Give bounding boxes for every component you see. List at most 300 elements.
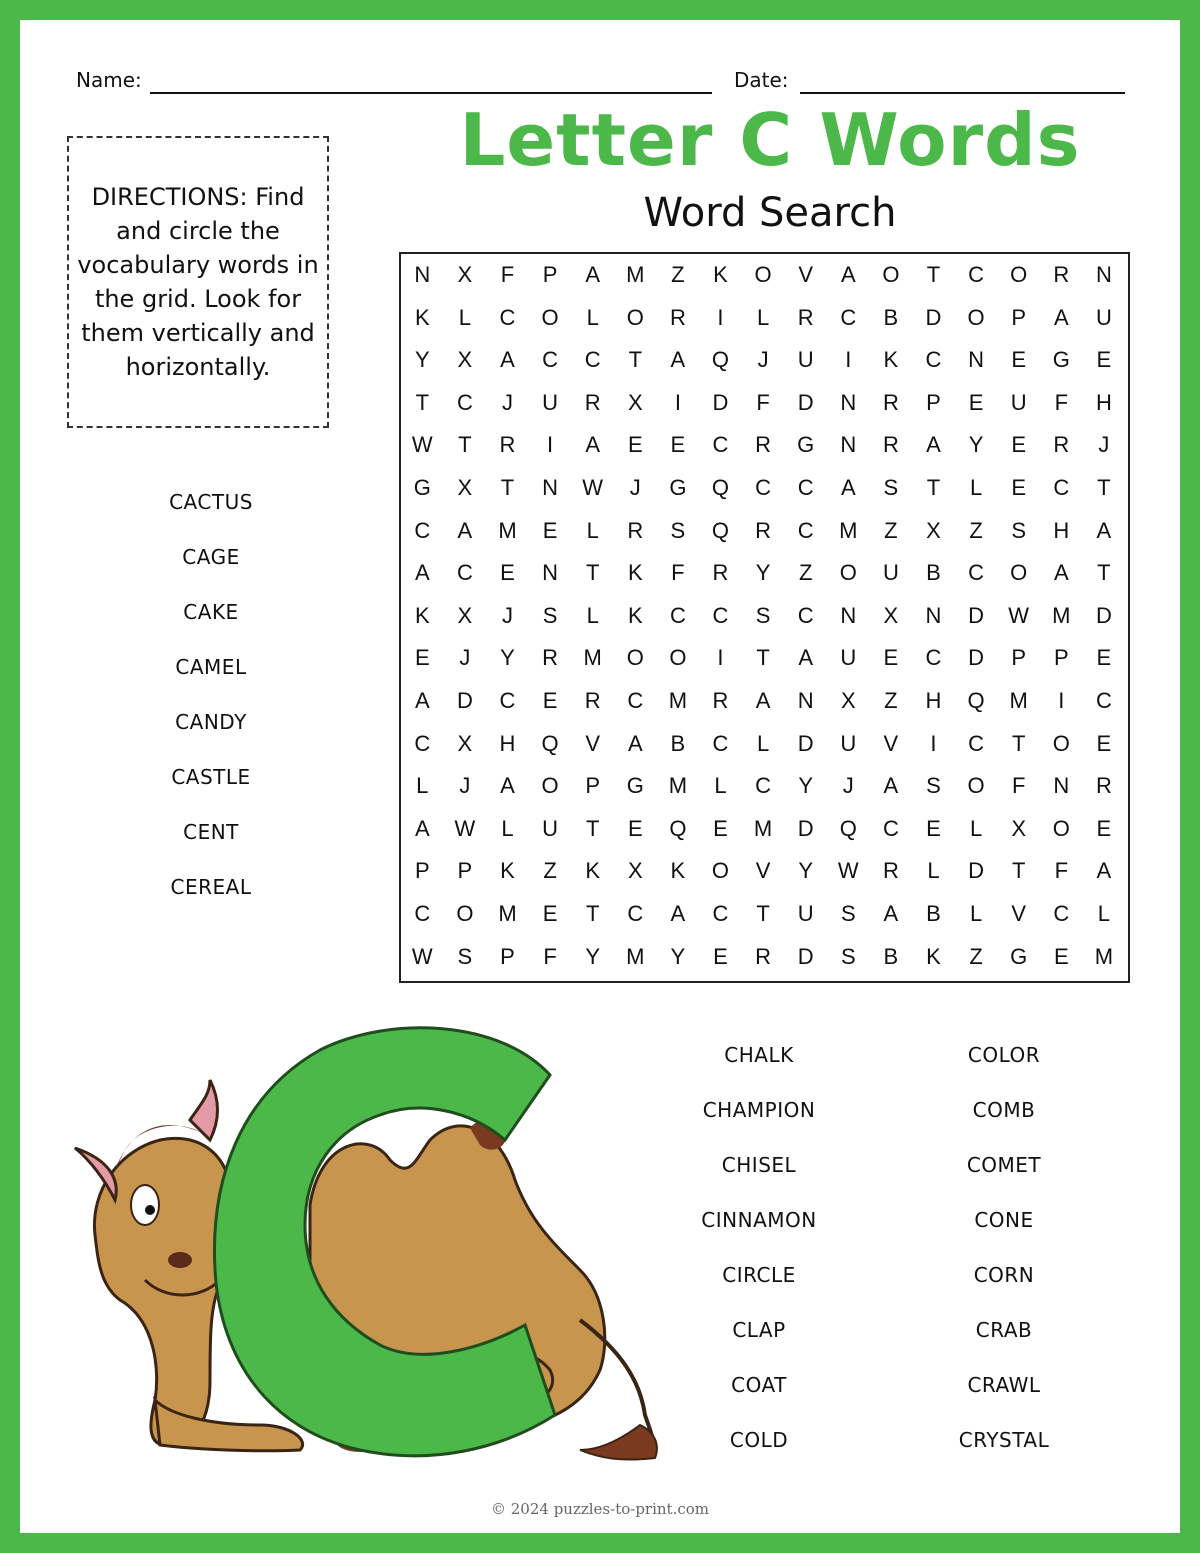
grid-letter[interactable]: I	[674, 389, 681, 415]
grid-letter[interactable]: S	[926, 773, 941, 799]
grid-letter[interactable]: U	[840, 645, 857, 671]
grid-letter[interactable]: Z	[884, 688, 898, 713]
grid-letter[interactable]: P	[500, 943, 515, 969]
grid-letter[interactable]: S	[755, 602, 771, 628]
grid-letter[interactable]: S	[883, 475, 899, 500]
grid-letter[interactable]: R	[712, 560, 729, 586]
grid-letter[interactable]: R	[1053, 432, 1070, 458]
grid-letter[interactable]: M	[1094, 943, 1114, 969]
grid-letter[interactable]: A	[627, 730, 643, 756]
grid-letter[interactable]: Z	[969, 517, 983, 543]
grid-letter[interactable]: E	[1053, 943, 1069, 969]
grid-letter[interactable]: A	[500, 773, 515, 799]
grid-letter[interactable]: O	[669, 645, 687, 671]
grid-letter[interactable]: O	[1010, 560, 1028, 586]
grid-letter[interactable]: K	[500, 858, 515, 884]
grid-letter[interactable]: Z	[969, 943, 983, 969]
grid-letter[interactable]: P	[1011, 645, 1027, 671]
grid-letter[interactable]: L	[501, 815, 514, 841]
grid-letter[interactable]: X	[883, 602, 899, 628]
grid-letter[interactable]: R	[797, 304, 814, 330]
grid-letter[interactable]: S	[542, 602, 558, 628]
grid-letter[interactable]: C	[797, 602, 814, 628]
grid-letter[interactable]: K	[627, 602, 643, 628]
grid-letter[interactable]: X	[926, 517, 941, 543]
grid-letter[interactable]: E	[627, 432, 643, 458]
grid-letter[interactable]: V	[755, 858, 771, 884]
grid-letter[interactable]: P	[926, 389, 941, 415]
grid-letter[interactable]: C	[712, 901, 729, 926]
grid-letter[interactable]: Q	[839, 815, 857, 841]
grid-letter[interactable]: W	[411, 943, 433, 969]
grid-letter[interactable]: D	[797, 730, 814, 756]
grid-letter[interactable]: T	[585, 815, 600, 841]
grid-letter[interactable]: E	[883, 645, 899, 671]
grid-letter[interactable]: D	[968, 645, 985, 671]
grid-letter[interactable]: U	[1095, 304, 1112, 330]
grid-letter[interactable]: R	[669, 304, 686, 330]
grid-letter[interactable]: S	[457, 943, 473, 969]
grid-letter[interactable]: T	[500, 475, 515, 500]
grid-letter[interactable]: C	[712, 602, 729, 628]
grid-letter[interactable]: M	[626, 262, 645, 287]
grid-letter[interactable]: W	[582, 475, 604, 500]
grid-letter[interactable]: J	[757, 347, 769, 373]
grid-letter[interactable]: W	[454, 815, 476, 841]
grid-letter[interactable]: C	[712, 730, 729, 756]
grid-letter[interactable]: O	[711, 858, 730, 884]
grid-letter[interactable]: O	[754, 262, 772, 287]
grid-letter[interactable]: K	[585, 858, 601, 884]
grid-letter[interactable]: T	[585, 560, 600, 586]
grid-letter[interactable]: C	[712, 432, 729, 458]
grid-letter[interactable]: O	[1052, 730, 1070, 756]
grid-letter[interactable]: R	[627, 517, 644, 543]
grid-letter[interactable]: A	[457, 517, 473, 543]
grid-letter[interactable]: I	[930, 730, 937, 756]
grid-letter[interactable]: X	[457, 602, 473, 628]
grid-letter[interactable]: A	[1053, 304, 1069, 330]
grid-letter[interactable]: Z	[884, 517, 898, 543]
grid-letter[interactable]: K	[414, 304, 430, 330]
grid-letter[interactable]: T	[415, 389, 430, 415]
grid-letter[interactable]: M	[839, 517, 858, 543]
grid-letter[interactable]: L	[1097, 901, 1111, 926]
grid-letter[interactable]: P	[414, 858, 430, 884]
grid-letter[interactable]: C	[840, 304, 857, 330]
grid-letter[interactable]: F	[1011, 773, 1026, 799]
grid-letter[interactable]: Q	[541, 730, 559, 756]
grid-letter[interactable]: C	[925, 347, 942, 373]
grid-letter[interactable]: E	[542, 688, 558, 713]
grid-letter[interactable]: E	[500, 560, 515, 586]
grid-letter[interactable]: O	[882, 262, 900, 287]
grid-letter[interactable]: Y	[798, 858, 814, 884]
grid-letter[interactable]: L	[586, 517, 599, 543]
grid-letter[interactable]: C	[669, 602, 686, 628]
grid-letter[interactable]: V	[585, 730, 601, 756]
grid-letter[interactable]: D	[797, 389, 814, 415]
grid-letter[interactable]: C	[1053, 475, 1070, 500]
grid-letter[interactable]: F	[543, 943, 557, 969]
grid-letter[interactable]: T	[926, 262, 941, 287]
grid-letter[interactable]: L	[756, 730, 770, 756]
grid-letter[interactable]: T	[756, 901, 770, 926]
grid-letter[interactable]: E	[1096, 645, 1112, 671]
grid-letter[interactable]: E	[1096, 815, 1112, 841]
grid-letter[interactable]: P	[457, 858, 473, 884]
grid-letter[interactable]: J	[629, 475, 641, 500]
grid-letter[interactable]: G	[626, 773, 644, 799]
grid-letter[interactable]: T	[1097, 475, 1111, 500]
grid-letter[interactable]: W	[1008, 602, 1030, 628]
grid-letter[interactable]: Z	[543, 858, 557, 884]
grid-letter[interactable]: E	[713, 943, 728, 969]
grid-letter[interactable]: R	[584, 389, 601, 415]
grid-letter[interactable]: N	[1053, 773, 1070, 799]
grid-letter[interactable]: U	[797, 347, 814, 373]
grid-letter[interactable]: Q	[711, 475, 730, 500]
grid-letter[interactable]: C	[755, 773, 772, 799]
grid-letter[interactable]: E	[713, 815, 728, 841]
grid-letter[interactable]: B	[926, 901, 941, 926]
grid-letter[interactable]: C	[925, 645, 942, 671]
grid-letter[interactable]: X	[627, 858, 643, 884]
grid-letter[interactable]: Q	[967, 688, 985, 713]
grid-letter[interactable]: M	[498, 517, 517, 543]
grid-letter[interactable]: A	[883, 901, 899, 926]
grid-letter[interactable]: X	[840, 688, 856, 713]
grid-letter[interactable]: M	[583, 645, 602, 671]
grid-letter[interactable]: M	[626, 943, 645, 969]
grid-letter[interactable]: U	[882, 560, 899, 586]
grid-letter[interactable]: R	[755, 517, 772, 543]
grid-letter[interactable]: E	[1096, 347, 1112, 373]
grid-letter[interactable]: B	[883, 943, 899, 969]
grid-letter[interactable]: F	[756, 389, 770, 415]
grid-letter[interactable]: C	[414, 901, 431, 926]
grid-letter[interactable]: R	[499, 432, 516, 458]
grid-letter[interactable]: V	[798, 262, 814, 287]
grid-letter[interactable]: O	[541, 773, 559, 799]
grid-letter[interactable]: A	[1053, 560, 1069, 586]
grid-letter[interactable]: J	[501, 602, 513, 628]
grid-letter[interactable]: Y	[585, 943, 601, 969]
grid-letter[interactable]: Y	[798, 773, 814, 799]
grid-letter[interactable]: I	[717, 304, 724, 330]
name-label: Name:	[76, 68, 142, 92]
grid-letter[interactable]: I	[717, 645, 724, 671]
grid-letter[interactable]: C	[882, 815, 899, 841]
grid-letter[interactable]: V	[1011, 901, 1027, 926]
grid-letter[interactable]: G	[797, 432, 815, 458]
grid-letter[interactable]: R	[542, 645, 559, 671]
grid-letter[interactable]: F	[671, 560, 685, 586]
grid-letter[interactable]: Y	[968, 432, 984, 458]
grid-letter[interactable]: J	[459, 773, 471, 799]
grid-letter[interactable]: X	[1011, 815, 1027, 841]
grid-letter[interactable]: C	[499, 304, 516, 330]
grid-letter[interactable]: P	[1053, 645, 1069, 671]
grid-letter[interactable]: C	[627, 901, 644, 926]
grid-letter[interactable]: U	[840, 730, 857, 756]
grid-letter[interactable]: M	[668, 688, 688, 713]
grid-letter[interactable]: A	[585, 262, 601, 287]
grid-letter[interactable]: B	[670, 730, 686, 756]
grid-letter[interactable]: O	[626, 304, 644, 330]
grid-letter[interactable]: A	[414, 815, 430, 841]
grid-letter[interactable]: R	[712, 688, 729, 713]
grid-letter[interactable]: A	[500, 347, 515, 373]
grid-letter[interactable]: D	[968, 858, 985, 884]
grid-letter[interactable]: U	[542, 815, 559, 841]
grid-letter[interactable]: R	[882, 432, 899, 458]
grid-letter[interactable]: S	[840, 943, 856, 969]
word-search-grid[interactable]	[399, 252, 1130, 983]
word-list-item: COMET	[966, 1153, 1042, 1177]
grid-letter[interactable]: I	[1058, 688, 1065, 713]
grid-letter[interactable]: X	[457, 347, 473, 373]
grid-letter[interactable]: P	[1011, 304, 1027, 330]
grid-letter[interactable]: D	[797, 815, 814, 841]
grid-letter[interactable]: C	[968, 730, 985, 756]
grid-letter[interactable]: T	[458, 432, 472, 458]
grid-letter[interactable]: O	[967, 304, 985, 330]
grid-letter[interactable]: Q	[711, 517, 730, 543]
grid-letter[interactable]: T	[1011, 730, 1026, 756]
grid-letter[interactable]: C	[797, 475, 814, 500]
grid-letter[interactable]: K	[627, 560, 643, 586]
grid-letter[interactable]: H	[499, 730, 516, 756]
grid-letter[interactable]: A	[414, 560, 430, 586]
directions-text: DIRECTIONS: Find and circle the vocabulary words in the grid. Look for them vertically and horizontally.	[77, 183, 319, 381]
grid-letter[interactable]: N	[1095, 262, 1112, 287]
grid-letter[interactable]: N	[840, 602, 857, 628]
grid-letter[interactable]: N	[925, 602, 942, 628]
grid-letter[interactable]: A	[798, 645, 814, 671]
grid-letter[interactable]: J	[501, 389, 513, 415]
grid-letter[interactable]: H	[925, 688, 942, 713]
grid-letter[interactable]: D	[797, 943, 814, 969]
grid-letter[interactable]: A	[840, 262, 856, 287]
grid-letter[interactable]: O	[967, 773, 985, 799]
grid-letter[interactable]: R	[882, 389, 899, 415]
grid-letter[interactable]: R	[755, 432, 772, 458]
grid-letter[interactable]: C	[627, 688, 644, 713]
grid-letter[interactable]: O	[1052, 815, 1070, 841]
grid-letter[interactable]: A	[840, 475, 856, 500]
grid-letter[interactable]: N	[840, 432, 857, 458]
grid-letter[interactable]: L	[458, 304, 472, 330]
grid-letter[interactable]: J	[842, 773, 854, 799]
grid-letter[interactable]: S	[1011, 517, 1027, 543]
grid-letter[interactable]: L	[969, 901, 983, 926]
grid-letter[interactable]: G	[1052, 347, 1070, 373]
grid-letter[interactable]: D	[968, 602, 985, 628]
grid-letter[interactable]: E	[1011, 347, 1027, 373]
grid-letter[interactable]: N	[797, 688, 814, 713]
grid-letter[interactable]: C	[584, 347, 601, 373]
grid-letter[interactable]: N	[542, 475, 559, 500]
grid-letter[interactable]: Y	[500, 645, 515, 671]
grid-letter[interactable]: K	[670, 858, 686, 884]
grid-letter[interactable]: A	[755, 688, 771, 713]
grid-letter[interactable]: K	[713, 262, 728, 287]
grid-letter[interactable]: A	[670, 901, 686, 926]
grid-letter[interactable]: I	[547, 432, 554, 458]
grid-letter[interactable]: T	[585, 901, 600, 926]
grid-letter[interactable]: D	[1095, 602, 1112, 628]
grid-letter[interactable]: L	[586, 304, 599, 330]
grid-letter[interactable]: Z	[671, 262, 685, 287]
grid-letter[interactable]: M	[668, 773, 688, 799]
grid-letter[interactable]: K	[414, 602, 430, 628]
grid-letter[interactable]: F	[1054, 389, 1069, 415]
grid-letter[interactable]: F	[1054, 858, 1069, 884]
grid-letter[interactable]: W	[411, 432, 433, 458]
grid-letter[interactable]: O	[541, 304, 559, 330]
grid-letter[interactable]: E	[1011, 432, 1027, 458]
grid-letter[interactable]: X	[627, 389, 643, 415]
grid-letter[interactable]: G	[1010, 943, 1028, 969]
name-line[interactable]	[150, 92, 712, 94]
grid-letter[interactable]: A	[585, 432, 601, 458]
grid-letter[interactable]: A	[1096, 517, 1112, 543]
grid-letter[interactable]: P	[542, 262, 558, 287]
grid-letter[interactable]: R	[584, 688, 601, 713]
grid-letter[interactable]: L	[969, 815, 983, 841]
grid-letter[interactable]: Z	[798, 560, 813, 586]
grid-letter[interactable]: H	[1095, 389, 1112, 415]
grid-letter[interactable]: O	[456, 901, 474, 926]
camel-illustration	[60, 1020, 660, 1480]
grid-letter[interactable]: C	[755, 475, 772, 500]
date-line[interactable]	[800, 92, 1125, 94]
grid-letter[interactable]: F	[500, 262, 515, 287]
grid-letter[interactable]: U	[797, 901, 814, 926]
grid-letter[interactable]: W	[837, 858, 859, 884]
grid-letter[interactable]: U	[1010, 389, 1027, 415]
grid-letter[interactable]: M	[753, 815, 773, 841]
word-list-item: CONE	[974, 1208, 1034, 1232]
directions-box	[67, 136, 329, 428]
grid-letter[interactable]: E	[968, 389, 984, 415]
grid-letter[interactable]: E	[542, 517, 558, 543]
grid-letter[interactable]: E	[1011, 475, 1027, 500]
grid-letter[interactable]: J	[459, 645, 471, 671]
grid-letter[interactable]: X	[457, 475, 473, 500]
grid-letter[interactable]: M	[498, 901, 517, 926]
grid-letter[interactable]: A	[414, 688, 430, 713]
grid-letter[interactable]: Q	[669, 815, 687, 841]
grid-letter[interactable]: D	[712, 389, 729, 415]
grid-letter[interactable]: L	[927, 858, 940, 884]
grid-letter[interactable]: U	[542, 389, 559, 415]
grid-letter[interactable]: C	[797, 517, 814, 543]
grid-letter[interactable]: T	[756, 645, 770, 671]
grid-letter[interactable]: C	[456, 389, 473, 415]
grid-letter[interactable]: K	[883, 347, 899, 373]
grid-letter[interactable]: V	[883, 730, 899, 756]
grid-letter[interactable]: Y	[414, 347, 430, 373]
grid-letter[interactable]: A	[926, 432, 941, 458]
grid-letter[interactable]: R	[882, 858, 899, 884]
grid-letter[interactable]: K	[926, 943, 941, 969]
grid-letter[interactable]: Y	[670, 943, 686, 969]
grid-letter[interactable]: T	[628, 347, 643, 373]
grid-letter[interactable]: L	[586, 602, 599, 628]
grid-letter[interactable]: B	[926, 560, 941, 586]
grid-letter[interactable]: N	[542, 560, 559, 586]
grid-letter[interactable]: B	[883, 304, 899, 330]
grid-letter[interactable]: E	[670, 432, 686, 458]
grid-letter[interactable]: G	[413, 475, 431, 500]
grid-letter[interactable]: O	[839, 560, 857, 586]
grid-letter[interactable]: T	[1011, 858, 1026, 884]
grid-letter[interactable]: L	[969, 475, 983, 500]
grid-letter[interactable]: C	[1095, 688, 1112, 713]
grid-letter[interactable]: D	[925, 304, 942, 330]
grid-letter[interactable]: C	[414, 730, 431, 756]
grid-letter[interactable]: A	[1096, 858, 1112, 884]
grid-letter[interactable]: T	[926, 475, 941, 500]
grid-letter[interactable]: L	[714, 773, 727, 799]
grid-letter[interactable]: E	[542, 901, 558, 926]
grid-letter[interactable]: Q	[711, 347, 730, 373]
grid-letter[interactable]: E	[414, 645, 430, 671]
grid-letter[interactable]: C	[968, 262, 985, 287]
grid-letter[interactable]: Y	[755, 560, 771, 586]
grid-letter[interactable]: C	[1053, 901, 1070, 926]
grid-letter[interactable]: X	[457, 730, 473, 756]
grid-letter[interactable]: S	[670, 517, 686, 543]
grid-letter[interactable]: L	[756, 304, 770, 330]
grid-letter[interactable]: C	[499, 688, 516, 713]
grid-letter[interactable]: A	[883, 773, 899, 799]
grid-letter[interactable]: G	[669, 475, 687, 500]
grid-letter[interactable]: N	[968, 347, 985, 373]
page-title: Letter C Words	[459, 98, 1081, 182]
grid-letter[interactable]: L	[416, 773, 429, 799]
grid-letter[interactable]: M	[1052, 602, 1071, 628]
grid-letter[interactable]: R	[755, 943, 772, 969]
grid-letter[interactable]: O	[626, 645, 644, 671]
grid-letter[interactable]: M	[1009, 688, 1028, 713]
grid-letter[interactable]: O	[1010, 262, 1028, 287]
grid-letter[interactable]: D	[456, 688, 473, 713]
grid-letter[interactable]: R	[1095, 773, 1112, 799]
grid-letter[interactable]: C	[414, 517, 431, 543]
grid-letter[interactable]: H	[1053, 517, 1070, 543]
grid-letter[interactable]: C	[456, 560, 473, 586]
grid-letter[interactable]: E	[926, 815, 941, 841]
grid-letter[interactable]: E	[1096, 730, 1112, 756]
grid-letter[interactable]: R	[1053, 262, 1070, 287]
grid-letter[interactable]: E	[627, 815, 643, 841]
grid-letter[interactable]: T	[1097, 560, 1111, 586]
grid-letter[interactable]: I	[845, 347, 852, 373]
grid-letter[interactable]: C	[968, 560, 985, 586]
grid-letter[interactable]: P	[585, 773, 601, 799]
grid-letter[interactable]: N	[414, 262, 431, 287]
grid-letter[interactable]: N	[840, 389, 857, 415]
grid-letter[interactable]: X	[457, 262, 473, 287]
grid-letter[interactable]: A	[670, 347, 686, 373]
grid-letter[interactable]: C	[542, 347, 559, 373]
grid-letter[interactable]: J	[1098, 432, 1110, 458]
grid-letter[interactable]: S	[840, 901, 856, 926]
word-list-item: CAKE	[183, 600, 239, 624]
